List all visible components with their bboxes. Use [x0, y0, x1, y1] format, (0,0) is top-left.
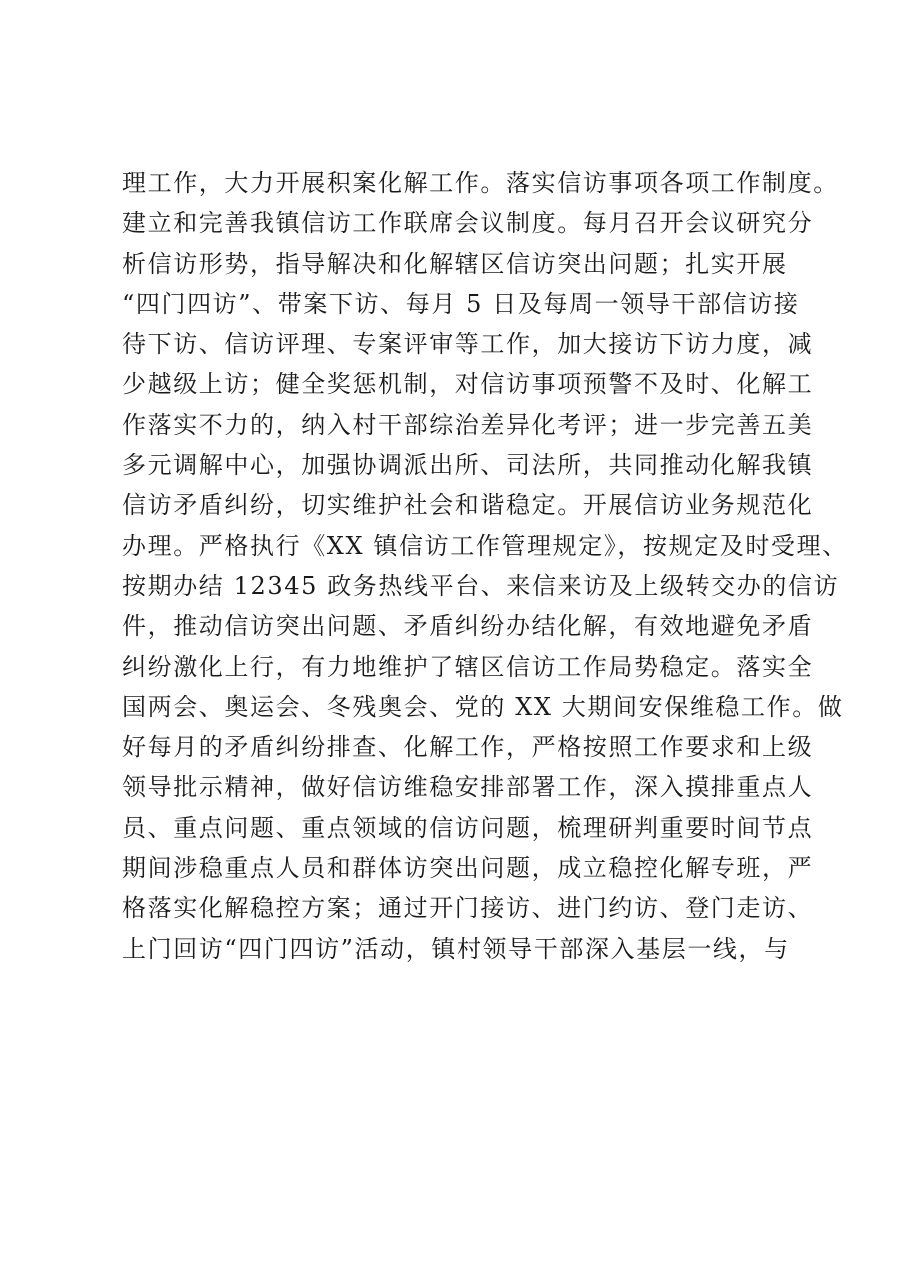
text-line: 待下访、信访评理、专案评审等工作，加大接访下访力度，减	[122, 330, 814, 359]
text-line: 件，推动信访突出问题、矛盾纠纷办结化解，有效地避免矛盾	[122, 612, 814, 641]
text-line: 析信访形势，指导解决和化解辖区信访突出问题；扎实开展	[122, 249, 788, 278]
text-line: “四门四访”、带案下访、每月 5 日及每周一领导干部信访接	[122, 289, 800, 318]
text-line: 建立和完善我镇信访工作联席会议制度。每月召开会议研究分	[122, 209, 814, 238]
text-line: 期间涉稳重点人员和群体访突出问题，成立稳控化解专班，严	[122, 854, 814, 883]
text-line: 格落实化解稳控方案；通过开门接访、进门约访、登门走访、	[122, 894, 814, 923]
text-line: 领导批示精神，做好信访维稳安排部署工作，深入摸排重点人	[122, 773, 814, 802]
text-line: 好每月的矛盾纠纷排查、化解工作，严格按照工作要求和上级	[122, 733, 814, 762]
text-line: 员、重点问题、重点领域的信访问题，梳理研判重要时间节点	[122, 813, 814, 842]
text-line: 按期办结 12345 政务热线平台、来信来访及上级转交办的信访	[122, 571, 840, 600]
text-line: 少越级上访；健全奖惩机制，对信访事项预警不及时、化解工	[122, 370, 814, 399]
text-line: 上门回访“四门四访”活动，镇村领导干部深入基层一线，与	[122, 934, 790, 963]
body-text	[122, 163, 848, 969]
text-line: 办理。严格执行《XX 镇信访工作管理规定》，按规定及时受理、	[122, 531, 848, 560]
text-line: 理工作，大力开展积案化解工作。落实信访事项各项工作制度。	[122, 169, 839, 197]
text-line: 纠纷激化上行，有力地维护了辖区信访工作局势稳定。落实全	[122, 652, 814, 681]
text-line: 作落实不力的，纳入村干部综治差异化考评；进一步完善五美	[122, 410, 814, 439]
text-line: 多元调解中心，加强协调派出所、司法所，共同推动化解我镇	[122, 451, 814, 480]
text-line: 信访矛盾纠纷，切实维护社会和谐稳定。开展信访业务规范化	[122, 491, 814, 520]
text-line: 国两会、奥运会、冬残奥会、党的 XX 大期间安保维稳工作。做	[122, 692, 844, 721]
